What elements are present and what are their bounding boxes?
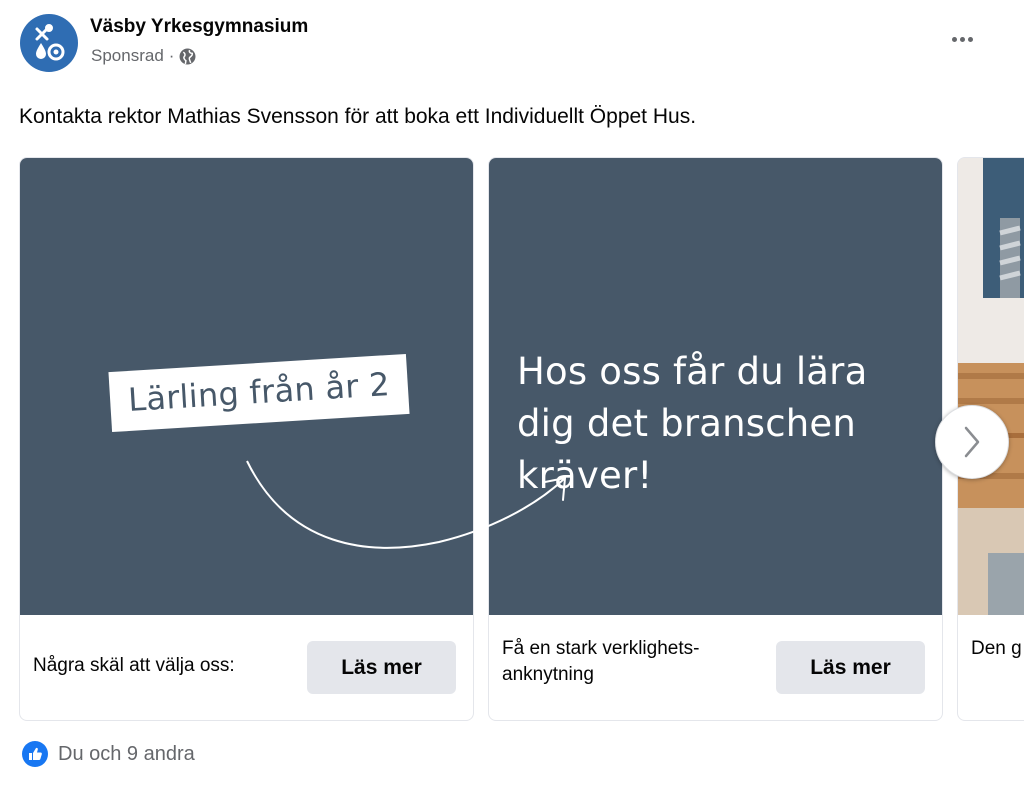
chevron-right-icon [961, 424, 983, 460]
ad-carousel [19, 157, 1024, 723]
card-footer [958, 615, 1024, 721]
card-caption [502, 636, 699, 688]
post-header [20, 12, 1010, 74]
carousel-card-1[interactable] [19, 157, 474, 721]
carousel-card-2[interactable] [488, 157, 943, 721]
card-footer [489, 615, 942, 721]
more-options-icon [950, 37, 974, 42]
reactions-summary[interactable] [22, 741, 195, 767]
card-image[interactable] [489, 158, 942, 615]
card-caption: Några skäl att välja oss: [33, 655, 235, 676]
more-options-button[interactable] [944, 28, 980, 50]
card-footer [20, 615, 473, 721]
read-more-button[interactable]: Läs mer [307, 641, 456, 694]
post-meta [91, 46, 196, 66]
card-caption: Den g [971, 638, 1022, 659]
carousel-next-button[interactable] [935, 405, 1009, 479]
card-image[interactable] [20, 158, 473, 615]
post-text: Kontakta rektor Mathias Svensson för att boka ett Individuellt Öppet Hus. [19, 105, 697, 128]
workshop-photo [958, 158, 1024, 615]
card-caption-line: anknytning [502, 664, 594, 685]
read-more-button[interactable]: Läs mer [776, 641, 925, 694]
thumbs-up-icon [22, 741, 48, 767]
sponsored-label[interactable]: Sponsrad [91, 46, 164, 65]
card-image-headline: Hos oss får du lära dig det branschen kräver! [517, 350, 868, 497]
page-name-link[interactable]: Väsby Yrkesgymnasium [90, 16, 309, 37]
tools-logo-icon [29, 23, 69, 63]
card-image-label: Lärling från år 2 [108, 354, 409, 432]
page-avatar[interactable] [20, 14, 78, 72]
reactions-text[interactable]: Du och 9 andra [58, 742, 195, 765]
globe-icon[interactable] [179, 48, 196, 65]
card-caption-line: Få en stark verklighets- [502, 638, 700, 659]
card-image[interactable] [958, 158, 1024, 615]
meta-separator: · [168, 46, 175, 65]
